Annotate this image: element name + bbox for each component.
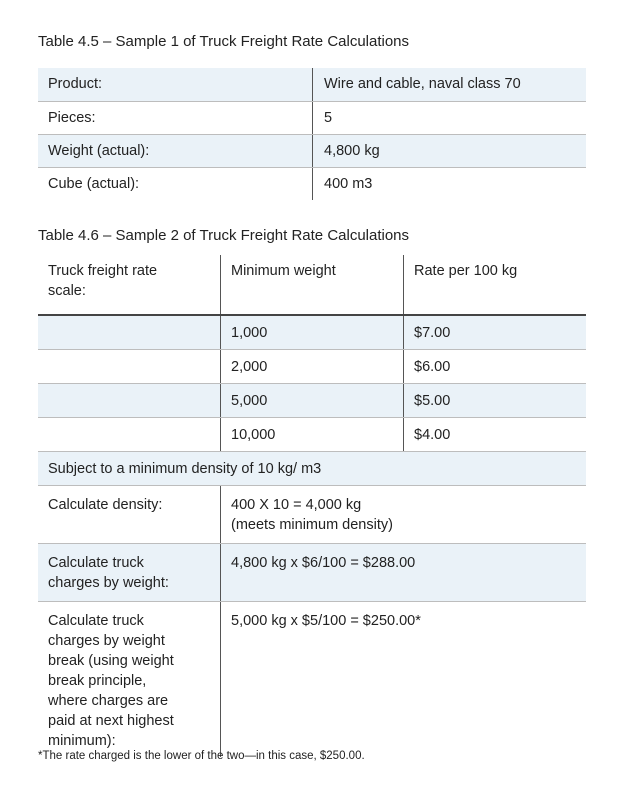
calc-label	[38, 544, 221, 602]
table-row	[38, 350, 586, 384]
calc-label	[38, 602, 221, 758]
header-rate: Rate per 100 kg	[404, 255, 587, 315]
calc-label-line: Calculate density:	[48, 497, 163, 513]
density-note: Subject to a minimum density of 10 kg/ m3	[38, 452, 586, 486]
table-row	[38, 134, 586, 167]
calc-row	[38, 486, 586, 544]
table-4-5-caption: Table 4.5 – Sample 1 of Truck Freight Rate Calculations	[38, 33, 410, 50]
rate-cell: $7.00	[404, 315, 587, 350]
table-4-6-caption: Table 4.6 – Sample 2 of Truck Freight Rate Calculations	[38, 227, 410, 244]
calc-label	[38, 486, 221, 544]
calc-value-line: 5,000 kg x $5/100 = $250.00*	[231, 613, 421, 629]
calc-value	[221, 544, 587, 602]
calc-label-line: charges by weight:	[48, 575, 169, 591]
header-scale-line: scale:	[48, 283, 86, 299]
calc-label-line: Calculate truck	[48, 613, 144, 629]
table-4-5	[38, 68, 586, 200]
calc-value-line: 4,800 kg x $6/100 = $288.00	[231, 555, 416, 571]
header-scale-line: Truck freight rate	[48, 263, 158, 279]
row-label: Cube (actual):	[48, 175, 140, 192]
table-4-6	[38, 255, 586, 757]
density-note-row	[38, 452, 586, 486]
footnote: *The rate charged is the lower of the two—in this case, $250.00.	[38, 750, 365, 762]
calc-label-line: break principle,	[48, 673, 147, 689]
calc-label-line: break (using weight	[48, 653, 174, 669]
rate-cell: $4.00	[404, 418, 587, 452]
calc-label-line: minimum):	[48, 733, 116, 749]
min-weight-cell: 2,000	[221, 350, 404, 384]
calc-label-line: where charges are	[48, 693, 169, 709]
row-value: 400 m3	[313, 167, 587, 200]
rate-cell: $5.00	[404, 384, 587, 418]
header-min-weight: Minimum weight	[221, 255, 404, 315]
rate-cell: $6.00	[404, 350, 587, 384]
table-header-row	[38, 255, 586, 315]
calc-label-line: charges by weight	[48, 633, 165, 649]
min-weight-cell: 1,000	[221, 315, 404, 350]
row-label: Weight (actual):	[38, 134, 313, 167]
table-row	[38, 418, 586, 452]
calc-label-line: paid at next highest	[48, 713, 174, 729]
row-value: Wire and cable, naval class 70	[313, 68, 587, 101]
table-row	[38, 68, 586, 101]
table-row	[38, 101, 586, 134]
table-row	[38, 167, 586, 200]
calc-row	[38, 544, 586, 602]
calc-row	[38, 602, 586, 758]
table-row	[38, 384, 586, 418]
min-weight-cell: 5,000	[221, 384, 404, 418]
table-row	[38, 315, 586, 350]
row-value: 4,800 kg	[313, 134, 587, 167]
calc-value-line: 400 X 10 = 4,000 kg	[231, 497, 362, 513]
row-value: 5	[313, 101, 587, 134]
min-weight-cell: 10,000	[221, 418, 404, 452]
calc-value	[221, 602, 587, 758]
row-label: Product:	[38, 68, 313, 101]
calc-value-line: (meets minimum density)	[231, 517, 393, 533]
row-label: Pieces:	[38, 101, 313, 134]
header-scale	[38, 255, 221, 315]
calc-label-line: Calculate truck	[48, 555, 144, 571]
calc-value	[221, 486, 587, 544]
